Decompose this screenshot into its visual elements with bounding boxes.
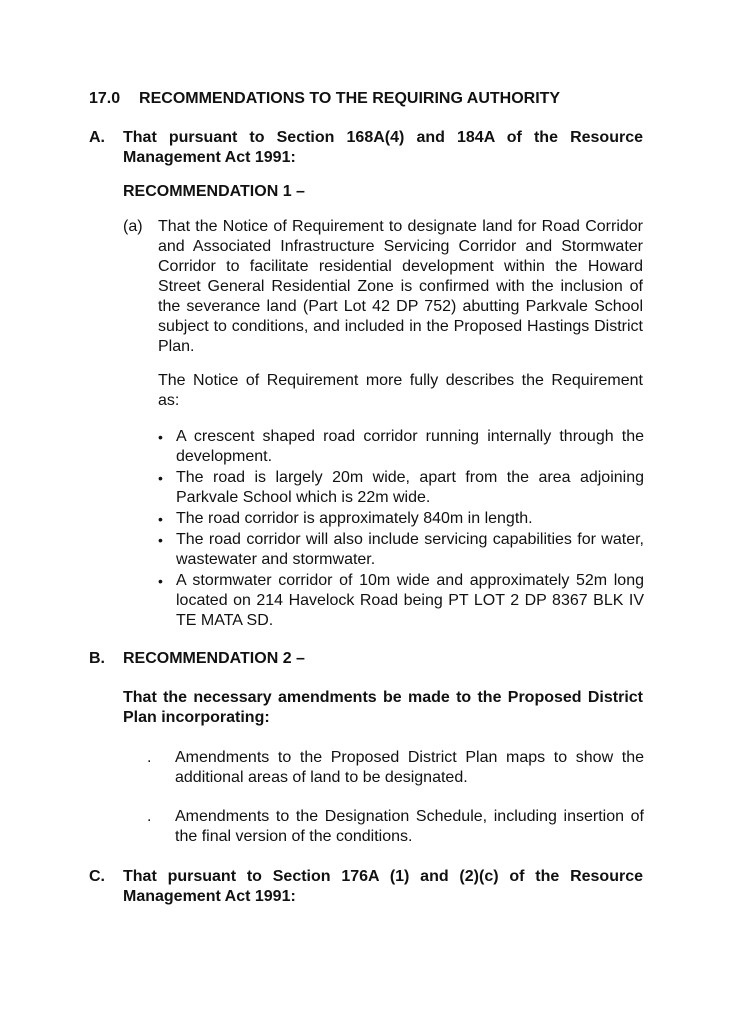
bullet-icon: •	[158, 573, 163, 589]
bullet-item	[158, 530, 644, 570]
section-c-letter: C.	[89, 868, 105, 885]
bullet-text: The road is largely 20m wide, apart from the area adjoining Parkvale School which is 22m wide.	[176, 469, 644, 506]
amendment-item	[147, 748, 644, 788]
heading-number: 17.0	[89, 90, 121, 107]
bullet-text: The road corridor is approximately 840m in length.	[176, 510, 533, 527]
section-c-text: That pursuant to Section 176A (1) and (2)(c) of the Resource Management Act 1991:	[123, 868, 643, 905]
bullet-icon: •	[158, 511, 163, 527]
bullet-text: A crescent shaped road corridor running internally through the development.	[176, 428, 644, 465]
section-a-letter: A.	[89, 129, 105, 146]
amendment-text: Amendments to the Designation Schedule, including insertion of the final version of the conditions.	[175, 808, 644, 845]
bullet-text: A stormwater corridor of 10m wide and approximately 52m long located on 214 Havelock Road being PT LOT 2 DP 8367 BLK IV TE MATA SD.	[176, 572, 644, 629]
amendment-item	[147, 807, 644, 847]
bullet-item	[158, 509, 644, 529]
bullet-item	[158, 468, 644, 508]
bullet-icon: •	[158, 532, 163, 548]
heading-title: RECOMMENDATIONS TO THE REQUIRING AUTHORITY	[139, 90, 561, 107]
bullet-item	[158, 427, 644, 467]
recommendation-2-title: RECOMMENDATION 2 –	[123, 650, 305, 667]
paragraph-a-label: (a)	[123, 218, 143, 235]
paragraph-a-text: That the Notice of Requirement to designate land for Road Corridor and Associated Infrastructure Servicing Corridor and Stormwater Corridor to facilitate residential development within the Howard Street General Residential Zone is confirmed with the inclusion of the severance land (Part Lot 42 DP 752) abutting Parkvale School subject to conditions, and included in the Proposed Hastings District Plan.	[158, 218, 643, 355]
requirement-description-text: The Notice of Requirement more fully describes the Requirement as:	[158, 372, 643, 409]
amendment-text: Amendments to the Proposed District Plan maps to show the additional areas of land to be designated.	[175, 749, 644, 786]
amendment-marker: .	[147, 749, 152, 766]
bullet-text: The road corridor will also include servicing capabilities for water, wastewater and stormwater.	[176, 531, 644, 568]
section-b-text: That the necessary amendments be made to the Proposed District Plan incorporating:	[123, 689, 643, 726]
recommendation-1-title: RECOMMENDATION 1 –	[123, 183, 305, 200]
bullet-icon: •	[158, 470, 163, 486]
bullet-icon: •	[158, 429, 163, 445]
requirement-bullet-list	[158, 427, 644, 632]
section-a-text: That pursuant to Section 168A(4) and 184A of the Resource Management Act 1991:	[123, 129, 643, 166]
section-heading	[89, 89, 649, 109]
bullet-item	[158, 571, 644, 631]
section-b-letter: B.	[89, 650, 105, 667]
amendment-marker: .	[147, 808, 152, 825]
